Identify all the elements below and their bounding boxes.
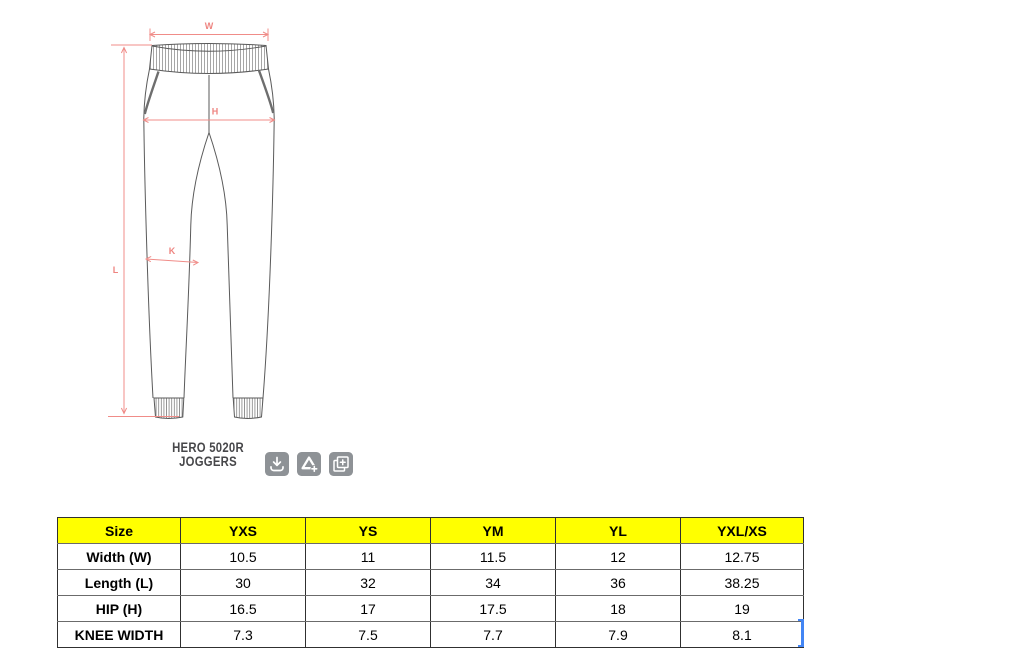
row-label-width[interactable]: Width (W) — [58, 544, 181, 570]
row-label-hip[interactable]: HIP (H) — [58, 596, 181, 622]
table-cell[interactable]: 7.7 — [431, 622, 556, 648]
column-header-yxs[interactable]: YXS — [181, 518, 306, 544]
table-row-knee — [58, 622, 804, 648]
toolbar — [265, 452, 353, 476]
table-cell[interactable]: 30 — [181, 570, 306, 596]
table-cell[interactable]: 36 — [556, 570, 681, 596]
triangle-add-icon — [297, 452, 321, 476]
table-cell[interactable]: 38.25 — [681, 570, 804, 596]
column-header-yxlxs[interactable]: YXL/XS — [681, 518, 804, 544]
right-pocket — [259, 71, 273, 114]
table-row-width — [58, 544, 804, 570]
duplicate-add-icon — [329, 452, 353, 476]
table-cell[interactable]: 11 — [306, 544, 431, 570]
table-cell[interactable]: 19 — [681, 596, 804, 622]
download-icon — [265, 452, 289, 476]
right-cuff — [233, 398, 263, 419]
table-row-length — [58, 570, 804, 596]
table-cell[interactable]: 10.5 — [181, 544, 306, 570]
left-cuff — [154, 398, 184, 419]
garment-outline — [144, 44, 274, 419]
joggers-flat-sketch — [95, 10, 295, 440]
right-outer-seam — [263, 69, 274, 398]
column-header-ys[interactable]: YS — [306, 518, 431, 544]
table-cell[interactable]: 32 — [306, 570, 431, 596]
left-outer-seam — [144, 69, 153, 398]
table-cell[interactable]: 8.1 — [681, 622, 804, 648]
table-cell[interactable]: 7.3 — [181, 622, 306, 648]
hip-label: H — [211, 106, 219, 117]
download-button[interactable] — [265, 452, 289, 476]
row-label-knee[interactable]: KNEE WIDTH — [58, 622, 181, 648]
table-cell[interactable]: 16.5 — [181, 596, 306, 622]
duplicate-add-button[interactable] — [329, 452, 353, 476]
row-label-length[interactable]: Length (L) — [58, 570, 181, 596]
table-cell[interactable]: 34 — [431, 570, 556, 596]
length-label: L — [112, 265, 119, 275]
table-cell[interactable]: 12 — [556, 544, 681, 570]
product-name — [161, 441, 255, 469]
left-inseam — [184, 133, 209, 399]
product-name-line1: HERO 5020R — [172, 440, 244, 455]
table-row-hip — [58, 596, 804, 622]
table-cell[interactable]: 17.5 — [431, 596, 556, 622]
column-header-size[interactable]: Size — [58, 518, 181, 544]
table-cell[interactable]: 17 — [306, 596, 431, 622]
product-name-line2: JOGGERS — [179, 454, 237, 469]
table-cell[interactable]: 7.9 — [556, 622, 681, 648]
table-cell[interactable]: 12.75 — [681, 544, 804, 570]
left-pocket — [145, 72, 159, 115]
table-header-row — [58, 518, 804, 544]
table-selection-cursor — [798, 619, 804, 647]
waistband — [150, 44, 269, 74]
length-dimension-line — [108, 45, 179, 417]
knee-label: K — [168, 246, 176, 256]
column-header-yl[interactable]: YL — [556, 518, 681, 544]
table-cell[interactable]: 18 — [556, 596, 681, 622]
table-cell[interactable]: 7.5 — [306, 622, 431, 648]
size-chart-table — [57, 517, 804, 648]
right-inseam — [209, 133, 233, 399]
table-cell[interactable]: 11.5 — [431, 544, 556, 570]
width-label: W — [204, 21, 214, 31]
triangle-add-button[interactable] — [297, 452, 321, 476]
column-header-ym[interactable]: YM — [431, 518, 556, 544]
